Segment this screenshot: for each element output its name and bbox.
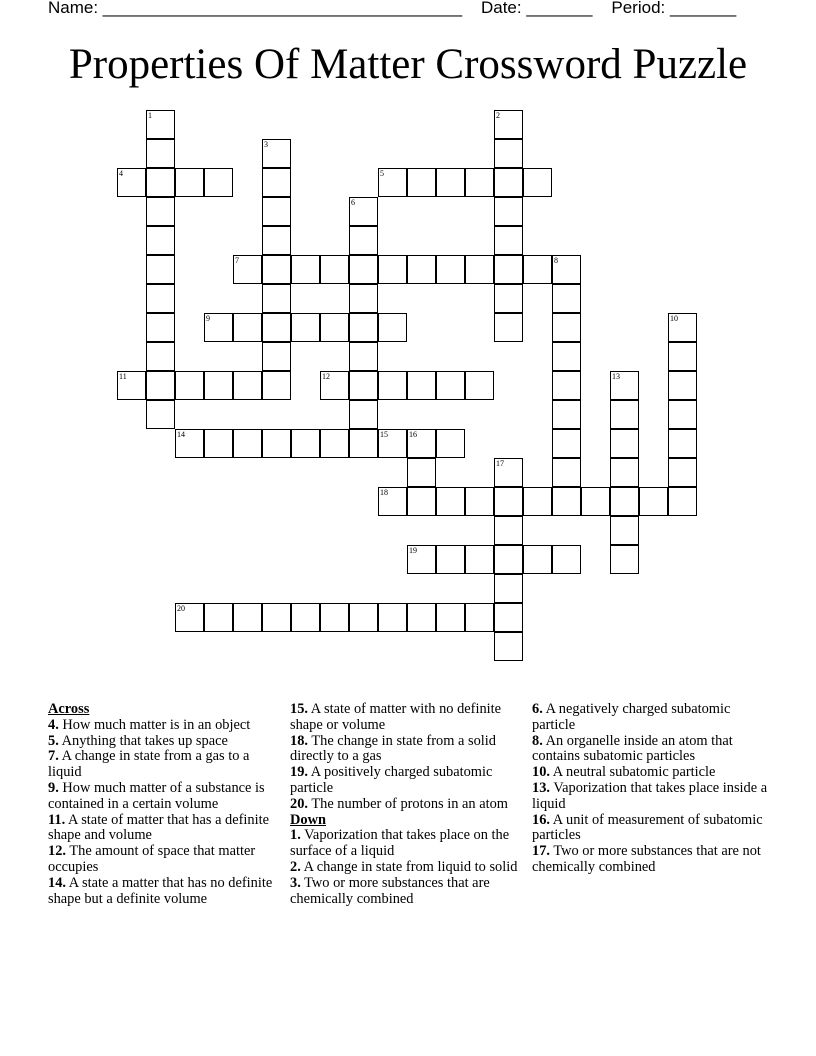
clue-number: 18 xyxy=(380,488,388,497)
clue-text: A positively charged subatomic particle xyxy=(290,764,493,796)
clue-text: A change in state from liquid to solid xyxy=(300,858,518,875)
clue-text: The number of protons in an atom xyxy=(308,795,508,812)
clue-number-label: 16. xyxy=(532,811,550,828)
grid-cell[interactable] xyxy=(320,313,349,342)
grid-cell[interactable] xyxy=(523,255,552,284)
grid-cell[interactable] xyxy=(465,603,494,632)
grid-cell[interactable] xyxy=(407,429,436,458)
grid-cell[interactable] xyxy=(204,168,233,197)
grid-cell[interactable] xyxy=(494,197,523,226)
grid-cell[interactable] xyxy=(349,313,378,342)
clue-text: A state a matter that has no definite shape but a definite volume xyxy=(48,874,273,907)
grid-cell[interactable] xyxy=(552,313,581,342)
clue-number: 3 xyxy=(264,140,268,149)
clue-text: Vaporization that takes place on the surface of a liquid xyxy=(290,827,510,860)
clue-number-label: 12. xyxy=(48,843,66,860)
grid-cell[interactable] xyxy=(291,603,320,632)
grid-cell[interactable] xyxy=(378,168,407,197)
clue-number: 10 xyxy=(670,314,678,323)
grid-cell[interactable] xyxy=(465,168,494,197)
grid-cell[interactable] xyxy=(494,255,523,284)
grid-cell[interactable] xyxy=(175,168,204,197)
grid-cell[interactable] xyxy=(204,429,233,458)
grid-cell[interactable] xyxy=(320,429,349,458)
grid-cell[interactable] xyxy=(378,429,407,458)
grid-cell[interactable] xyxy=(610,545,639,574)
clue-text: A change in state from a gas to a liquid xyxy=(48,748,250,781)
grid-cell[interactable] xyxy=(320,255,349,284)
clue-number: 19 xyxy=(409,546,417,555)
clue-number: 2 xyxy=(496,111,500,120)
grid-cell[interactable] xyxy=(291,429,320,458)
grid-cell[interactable] xyxy=(175,371,204,400)
grid-cell[interactable] xyxy=(610,458,639,487)
across-clue xyxy=(48,718,280,734)
grid-cell[interactable] xyxy=(146,255,175,284)
clue-number-label: 17. xyxy=(532,843,550,860)
grid-cell[interactable] xyxy=(146,197,175,226)
grid-cell[interactable] xyxy=(378,313,407,342)
clue-number: 14 xyxy=(177,430,185,439)
down-clue xyxy=(532,813,772,845)
grid-cell[interactable] xyxy=(494,168,523,197)
clue-number-label: 6. xyxy=(532,701,543,717)
grid-cell[interactable] xyxy=(349,226,378,255)
grid-cell[interactable] xyxy=(175,603,204,632)
across-clue xyxy=(48,813,280,845)
clue-number-label: 9. xyxy=(48,779,59,796)
grid-cell[interactable] xyxy=(262,603,291,632)
across-clue xyxy=(290,765,522,797)
grid-cell[interactable] xyxy=(378,487,407,516)
grid-cell[interactable] xyxy=(668,371,697,400)
clue-number-label: 13. xyxy=(532,779,550,796)
clue-number: 4 xyxy=(119,169,123,178)
grid-cell[interactable] xyxy=(436,545,465,574)
grid-cell[interactable] xyxy=(552,487,581,516)
grid-cell[interactable] xyxy=(465,545,494,574)
grid-cell[interactable] xyxy=(436,255,465,284)
grid-cell[interactable] xyxy=(378,371,407,400)
clue-number-label: 8. xyxy=(532,732,543,749)
grid-cell[interactable] xyxy=(668,400,697,429)
grid-cell[interactable] xyxy=(407,458,436,487)
clue-number-label: 7. xyxy=(48,748,59,765)
clue-number: 20 xyxy=(177,604,185,613)
grid-cell[interactable] xyxy=(552,429,581,458)
across-clue xyxy=(48,734,280,750)
grid-cell[interactable] xyxy=(175,429,204,458)
grid-cell[interactable] xyxy=(494,574,523,603)
grid-cell[interactable] xyxy=(494,139,523,168)
clue-number: 1 xyxy=(148,111,152,120)
grid-cell[interactable] xyxy=(349,197,378,226)
grid-cell[interactable] xyxy=(436,603,465,632)
clue-text: Two or more substances that are chemically combined xyxy=(290,874,490,907)
grid-cell[interactable] xyxy=(233,371,262,400)
grid-cell[interactable] xyxy=(494,458,523,487)
grid-cell[interactable] xyxy=(494,516,523,545)
across-clue xyxy=(290,797,522,813)
grid-cell[interactable] xyxy=(494,284,523,313)
grid-cell[interactable] xyxy=(233,255,262,284)
grid-cell[interactable] xyxy=(552,545,581,574)
grid-cell[interactable] xyxy=(639,487,668,516)
grid-cell[interactable] xyxy=(262,255,291,284)
page-title: Properties Of Matter Crossword Puzzle xyxy=(68,41,748,88)
grid-cell[interactable] xyxy=(262,168,291,197)
grid-cell[interactable] xyxy=(378,255,407,284)
grid-cell[interactable] xyxy=(262,197,291,226)
grid-cell[interactable] xyxy=(610,429,639,458)
clue-text: An organelle inside an atom that contains subatomic particles xyxy=(532,732,733,765)
down-clue xyxy=(532,765,772,781)
down-clue xyxy=(532,781,772,813)
clue-text: How much matter is in an object xyxy=(58,716,251,733)
clue-text: Vaporization that takes place inside a liquid xyxy=(532,779,768,812)
clue-number: 12 xyxy=(322,372,330,381)
clue-text: Two or more substances that are not chemically combined xyxy=(532,843,761,875)
across-heading: Across xyxy=(48,701,90,717)
clue-number-label: 3. xyxy=(290,874,301,891)
grid-cell[interactable] xyxy=(262,371,291,400)
grid-cell[interactable] xyxy=(610,516,639,545)
grid-cell[interactable] xyxy=(494,110,523,139)
grid-cell[interactable] xyxy=(407,255,436,284)
clue-number-label: 5. xyxy=(48,732,59,749)
grid-cell[interactable] xyxy=(668,487,697,516)
clue-number-label: 2. xyxy=(290,858,301,875)
grid-cell[interactable] xyxy=(494,632,523,661)
grid-cell[interactable] xyxy=(610,400,639,429)
clue-number: 7 xyxy=(235,256,239,265)
grid-cell[interactable] xyxy=(552,255,581,284)
grid-cell[interactable] xyxy=(146,110,175,139)
clue-number: 5 xyxy=(380,169,384,178)
student-info-line[interactable]: Name: ______________________________________ Date: _______ Period: _______ xyxy=(48,0,737,17)
grid-cell[interactable] xyxy=(407,603,436,632)
clue-number: 17 xyxy=(496,459,504,468)
clue-number-label: 10. xyxy=(532,764,550,781)
grid-cell[interactable] xyxy=(552,371,581,400)
grid-cell[interactable] xyxy=(146,139,175,168)
down-clue xyxy=(532,734,772,766)
grid-cell[interactable] xyxy=(291,313,320,342)
grid-cell[interactable] xyxy=(262,429,291,458)
down-clue xyxy=(290,860,522,876)
clue-number-label: 15. xyxy=(290,701,308,717)
clue-number: 15 xyxy=(380,430,388,439)
clue-text: A unit of measurement of subatomic particles xyxy=(532,811,763,844)
clue-text: A state of matter that has a definite shape and volume xyxy=(48,811,270,844)
grid-cell[interactable] xyxy=(204,603,233,632)
grid-cell[interactable] xyxy=(668,429,697,458)
across-clue xyxy=(48,781,280,813)
clue-column-3 xyxy=(532,702,772,876)
grid-cell[interactable] xyxy=(349,603,378,632)
grid-cell[interactable] xyxy=(465,371,494,400)
clue-text: The amount of space that matter occupies xyxy=(48,843,256,875)
grid-cell[interactable] xyxy=(465,255,494,284)
grid-cell[interactable] xyxy=(407,487,436,516)
grid-cell[interactable] xyxy=(262,139,291,168)
grid-cell[interactable] xyxy=(233,429,262,458)
clue-number: 8 xyxy=(554,256,558,265)
grid-cell[interactable] xyxy=(262,342,291,371)
down-clue xyxy=(290,876,522,908)
grid-cell[interactable] xyxy=(494,603,523,632)
grid-cell[interactable] xyxy=(523,168,552,197)
clue-number-label: 20. xyxy=(290,795,308,812)
grid-cell[interactable] xyxy=(494,226,523,255)
grid-cell[interactable] xyxy=(349,255,378,284)
grid-cell[interactable] xyxy=(204,313,233,342)
grid-cell[interactable] xyxy=(610,487,639,516)
clue-number-label: 11. xyxy=(48,811,66,828)
grid-cell[interactable] xyxy=(436,429,465,458)
grid-cell[interactable] xyxy=(233,603,262,632)
grid-cell[interactable] xyxy=(146,342,175,371)
grid-cell[interactable] xyxy=(146,168,175,197)
grid-cell[interactable] xyxy=(262,284,291,313)
grid-cell[interactable] xyxy=(291,255,320,284)
across-clue xyxy=(48,749,280,781)
grid-cell[interactable] xyxy=(146,400,175,429)
across-clue xyxy=(290,734,522,766)
grid-cell[interactable] xyxy=(349,342,378,371)
clue-number-label: 18. xyxy=(290,732,308,749)
grid-cell[interactable] xyxy=(581,487,610,516)
clue-number-label: 19. xyxy=(290,764,308,781)
clue-number: 11 xyxy=(119,372,127,381)
clue-text: How much matter of a substance is contained in a certain volume xyxy=(48,779,265,812)
clue-text: The change in state from a solid directly to a gas xyxy=(290,732,496,765)
clue-number: 9 xyxy=(206,314,210,323)
across-clue xyxy=(48,844,280,876)
clue-number: 16 xyxy=(409,430,417,439)
grid-cell[interactable] xyxy=(523,545,552,574)
grid-cell[interactable] xyxy=(117,168,146,197)
grid-cell[interactable] xyxy=(204,371,233,400)
grid-cell[interactable] xyxy=(117,371,146,400)
grid-cell[interactable] xyxy=(436,371,465,400)
down-heading: Down xyxy=(290,811,326,828)
grid-cell[interactable] xyxy=(349,429,378,458)
grid-cell[interactable] xyxy=(552,284,581,313)
grid-cell[interactable] xyxy=(668,313,697,342)
grid-cell[interactable] xyxy=(407,168,436,197)
grid-cell[interactable] xyxy=(668,458,697,487)
grid-cell[interactable] xyxy=(320,371,349,400)
grid-cell[interactable] xyxy=(552,458,581,487)
across-clue xyxy=(290,702,522,734)
grid-cell[interactable] xyxy=(146,284,175,313)
grid-cell[interactable] xyxy=(262,313,291,342)
grid-cell[interactable] xyxy=(494,487,523,516)
grid-cell[interactable] xyxy=(436,168,465,197)
grid-cell[interactable] xyxy=(378,603,407,632)
down-clue xyxy=(290,828,522,860)
grid-cell[interactable] xyxy=(233,313,262,342)
grid-cell[interactable] xyxy=(146,371,175,400)
grid-cell[interactable] xyxy=(349,400,378,429)
grid-cell[interactable] xyxy=(523,487,552,516)
grid-cell[interactable] xyxy=(407,545,436,574)
grid-cell[interactable] xyxy=(436,487,465,516)
grid-cell[interactable] xyxy=(494,313,523,342)
clue-number: 13 xyxy=(612,372,620,381)
clue-column-2 xyxy=(290,702,522,907)
clue-text: Anything that takes up space xyxy=(58,732,228,749)
clue-number: 6 xyxy=(351,198,355,207)
grid-cell[interactable] xyxy=(349,371,378,400)
clue-text: A state of matter with no definite shape or volume xyxy=(290,701,502,733)
grid-cell[interactable] xyxy=(465,487,494,516)
down-clue xyxy=(532,844,772,876)
grid-cell[interactable] xyxy=(146,313,175,342)
clue-column-1 xyxy=(48,702,280,907)
clue-number-label: 1. xyxy=(290,827,301,844)
grid-cell[interactable] xyxy=(552,400,581,429)
grid-cell[interactable] xyxy=(407,371,436,400)
clue-number-label: 14. xyxy=(48,874,66,891)
clue-text: A neutral subatomic particle xyxy=(550,764,716,781)
across-clue xyxy=(48,876,280,908)
grid-cell[interactable] xyxy=(610,371,639,400)
grid-cell[interactable] xyxy=(146,226,175,255)
grid-cell[interactable] xyxy=(668,342,697,371)
down-clue xyxy=(532,702,772,734)
grid-cell[interactable] xyxy=(552,342,581,371)
grid-cell[interactable] xyxy=(494,545,523,574)
clue-number-label: 4. xyxy=(48,716,59,733)
grid-cell[interactable] xyxy=(262,226,291,255)
clue-text: A negatively charged subatomic particle xyxy=(532,701,731,733)
grid-cell[interactable] xyxy=(320,603,349,632)
grid-cell[interactable] xyxy=(349,284,378,313)
